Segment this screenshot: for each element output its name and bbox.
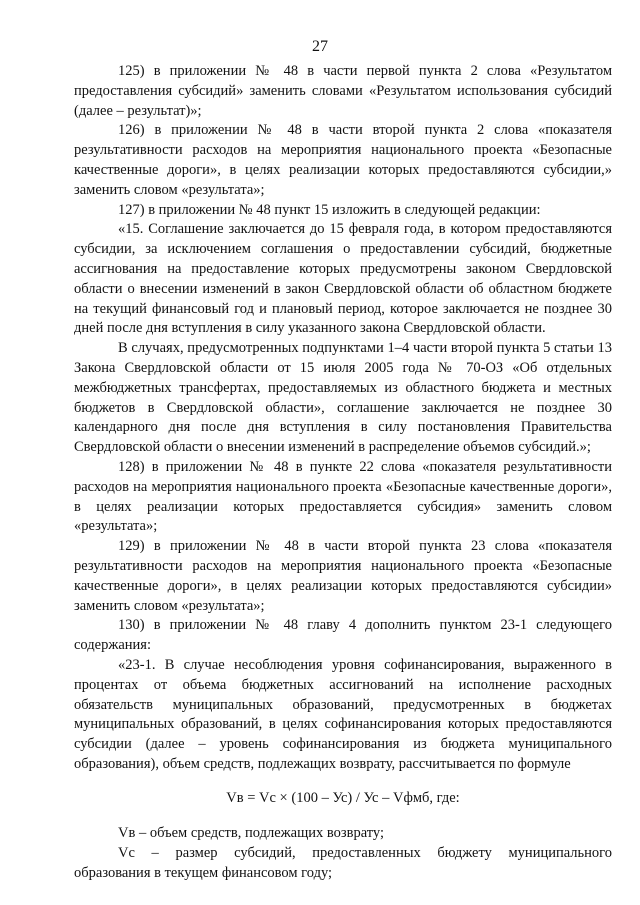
page-number: 27 xyxy=(312,38,328,55)
paragraph-130: 130) в приложении № 48 главу 4 дополнить пунктом 23-1 следующего содержания: xyxy=(74,617,612,654)
paragraph-clause-15-cases: В случаях, предусмотренных подпунктами 1–4 части второй пункта 5 статьи 13 Закона Свердловской области от 15 июля 2005 года № 70-ОЗ «Об отдельных межбюджетных трансфертах, предоставляемых из областного бюджета и местных бюджетов в Свердловской области», соглашение заключается не позднее 30 календарного дня после дня вступления в силу постановления Правительства Свердловской области о внесении изменений в распределение объемов субсидий.»; xyxy=(74,340,612,456)
definition-vs: Vс – размер субсидий, предоставленных бюджету муниципального образования в текущем финансовом году; xyxy=(74,845,612,882)
paragraph-clause-23-1: «23-1. В случае несоблюдения уровня софинансирования, выраженного в процентах от объема бюджетных ассигнований на исполнение расходных обязательств муниципальных образований, предусмотренных в бюджетах муниципальных образований, в целях софинансирования которых предоставляются субсидии (далее – уровень софинансирования из бюджета муниципального образования), объем средств, подлежащих возврату, рассчитывается по формуле xyxy=(74,656,612,772)
formula: Vв = Vс × (100 – Ус) / Ус – Vфмб, где: xyxy=(226,789,460,806)
paragraph-127: 127) в приложении № 48 пункт 15 изложить в следующей редакции: xyxy=(118,201,541,218)
paragraph-129: 129) в приложении № 48 в части второй пункта 23 слова «показателя результативности расходов на мероприятия национального проекта «Безопасные качественные дороги», в целях реализации которых предоставляются субсидии» заменить словом «результата»; xyxy=(74,538,612,614)
paragraph-clause-15: «15. Соглашение заключается до 15 февраля года, в котором предоставляются субсидии, за исключением соглашения о предоставлении субсидий, бюджетные ассигнования на предоставление которых предусмотрены законом Свердловской области о внесении изменений в закон Свердловской области об областном бюджете на текущий финансовый год и плановый период, которое заключается не позднее 30 дней после дня вступления в силу указанного закона Свердловской области. xyxy=(74,221,612,337)
document-body xyxy=(74,62,612,884)
paragraph-125: 125) в приложении № 48 в части первой пункта 2 слова «Результатом предоставления субсидий» заменить словами «Результатом использования субсидий (далее – результат)»; xyxy=(74,63,612,119)
paragraph-128: 128) в приложении № 48 в пункте 22 слова «показателя результативности расходов на мероприятия национального проекта «Безопасные качественные дороги», в целях реализации которых предоставляется субсидия» заменить словом «результата»; xyxy=(74,458,612,535)
definition-vv: Vв – объем средств, подлежащих возврату; xyxy=(118,825,385,842)
paragraph-126: 126) в приложении № 48 в части второй пункта 2 слова «показателя результативности расходов на мероприятия национального проекта «Безопасные качественные дороги», в целях реализации которых предоставляются субсидии,» заменить словом «результата»; xyxy=(74,122,612,198)
